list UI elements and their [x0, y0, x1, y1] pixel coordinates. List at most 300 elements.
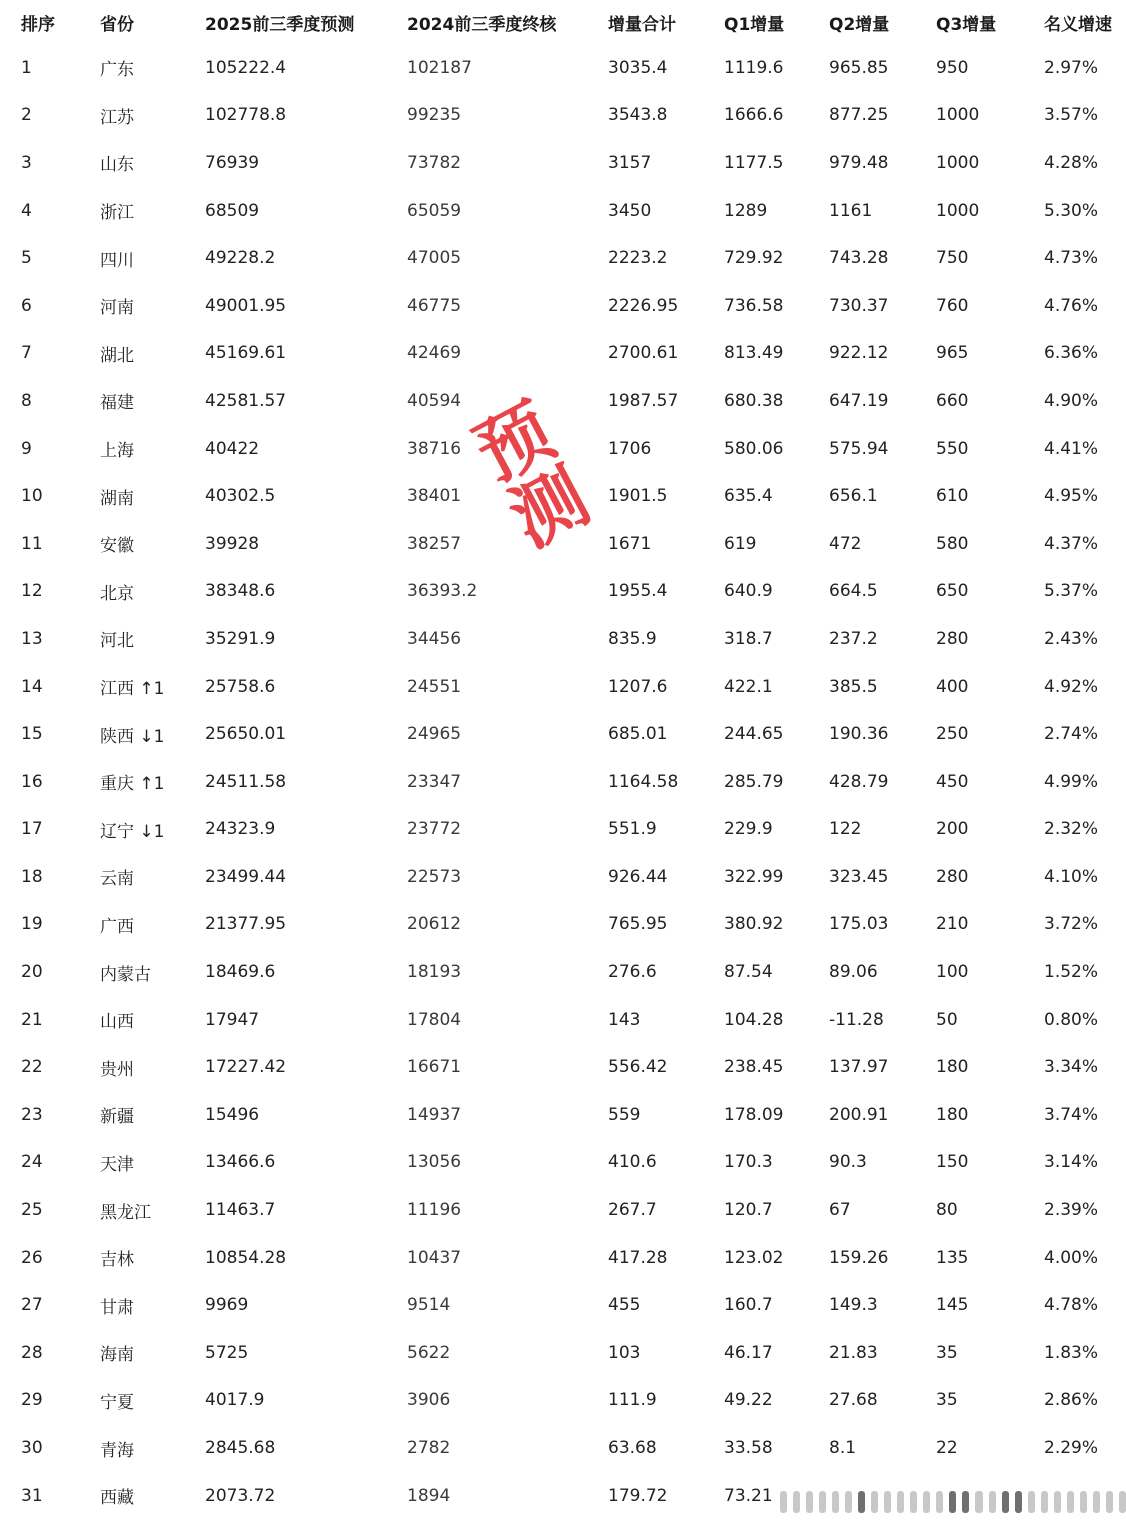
cell-total-increase: 551.9 [608, 819, 657, 840]
table-row [0, 1377, 1126, 1425]
cell-q1-increase: 238.45 [724, 1057, 784, 1078]
watermark-dot [1106, 1491, 1113, 1513]
cell-q3-increase: 35 [936, 1390, 958, 1411]
cell-q2-increase: 647.19 [829, 390, 889, 411]
cell-q1-increase: 87.54 [724, 962, 773, 983]
header-province: 省份 [100, 14, 134, 35]
cell-province: 贵州 [100, 1059, 134, 1080]
cell-q3-increase: 1000 [936, 105, 980, 126]
header-2024-final: 2024前三季度终核 [407, 14, 557, 35]
cell-nominal-growth: 3.74% [1044, 1104, 1099, 1125]
cell-total-increase: 1901.5 [608, 486, 668, 507]
cell-province: 广东 [100, 60, 134, 81]
cell-final-2024: 16671 [407, 1057, 462, 1078]
cell-rank: 27 [21, 1295, 43, 1316]
cell-rank: 7 [21, 343, 32, 364]
cell-forecast-2025: 17227.42 [205, 1057, 287, 1078]
watermark-dot [780, 1491, 787, 1513]
cell-q2-increase: 67 [829, 1200, 851, 1221]
cell-q3-increase: 610 [936, 486, 969, 507]
cell-final-2024: 3906 [407, 1390, 451, 1411]
cell-q3-increase: 750 [936, 248, 969, 269]
cell-nominal-growth: 4.41% [1044, 438, 1099, 459]
cell-nominal-growth: 4.37% [1044, 533, 1099, 554]
cell-forecast-2025: 40422 [205, 438, 260, 459]
cell-q2-increase: 237.2 [829, 628, 878, 649]
cell-q2-increase: 175.03 [829, 914, 889, 935]
table-row [0, 1281, 1126, 1329]
cell-forecast-2025: 45169.61 [205, 343, 287, 364]
cell-q3-increase: 280 [936, 866, 969, 887]
watermark-dot [793, 1491, 800, 1513]
cell-forecast-2025: 18469.6 [205, 962, 276, 983]
watermark-dot [1067, 1491, 1074, 1513]
cell-q3-increase: 950 [936, 57, 969, 78]
cell-q2-increase: 743.28 [829, 248, 889, 269]
table-row [0, 472, 1126, 520]
cell-q3-increase: 135 [936, 1247, 969, 1268]
table-row [0, 234, 1126, 282]
cell-q1-increase: 813.49 [724, 343, 784, 364]
watermark-dots [780, 1478, 1126, 1526]
table-row [0, 92, 1126, 140]
cell-q1-increase: 729.92 [724, 248, 784, 269]
cell-rank: 31 [21, 1485, 43, 1506]
cell-rank: 13 [21, 628, 43, 649]
table-row [0, 901, 1126, 949]
table-row [0, 1424, 1126, 1472]
table-header-row [0, 0, 1126, 44]
cell-total-increase: 267.7 [608, 1200, 657, 1221]
cell-q1-increase: 178.09 [724, 1104, 784, 1125]
cell-total-increase: 3543.8 [608, 105, 668, 126]
cell-rank: 1 [21, 57, 32, 78]
table-row [0, 44, 1126, 92]
cell-nominal-growth: 5.30% [1044, 200, 1099, 221]
cell-q2-increase: 122 [829, 819, 862, 840]
cell-final-2024: 23772 [407, 819, 462, 840]
watermark-dot [871, 1491, 878, 1513]
cell-nominal-growth: 2.32% [1044, 819, 1099, 840]
cell-rank: 23 [21, 1104, 43, 1125]
cell-nominal-growth: 4.73% [1044, 248, 1099, 269]
watermark-dot [1054, 1491, 1061, 1513]
cell-province: 安徽 [100, 536, 134, 557]
cell-q3-increase: 250 [936, 724, 969, 745]
cell-q1-increase: 580.06 [724, 438, 784, 459]
cell-final-2024: 73782 [407, 152, 462, 173]
cell-forecast-2025: 40302.5 [205, 486, 276, 507]
cell-q2-increase: 664.5 [829, 581, 878, 602]
cell-q2-increase: 575.94 [829, 438, 889, 459]
cell-rank: 6 [21, 295, 32, 316]
cell-rank: 26 [21, 1247, 43, 1268]
cell-province: 内蒙古 [100, 964, 151, 985]
cell-q2-increase: 323.45 [829, 866, 889, 887]
cell-nominal-growth: 6.36% [1044, 343, 1099, 364]
cell-rank: 19 [21, 914, 43, 935]
cell-total-increase: 3035.4 [608, 57, 668, 78]
cell-province: 福建 [100, 393, 134, 414]
cell-q3-increase: 280 [936, 628, 969, 649]
cell-forecast-2025: 49001.95 [205, 295, 287, 316]
cell-q1-increase: 422.1 [724, 676, 773, 697]
cell-rank: 15 [21, 724, 43, 745]
cell-final-2024: 47005 [407, 248, 462, 269]
cell-nominal-growth: 2.43% [1044, 628, 1099, 649]
cell-province: 浙江 [100, 203, 134, 224]
cell-total-increase: 417.28 [608, 1247, 668, 1268]
watermark-dot [897, 1491, 904, 1513]
cell-q3-increase: 80 [936, 1200, 958, 1221]
cell-q3-increase: 580 [936, 533, 969, 554]
cell-nominal-growth: 5.37% [1044, 581, 1099, 602]
cell-total-increase: 179.72 [608, 1485, 668, 1506]
watermark-dot [832, 1491, 839, 1513]
cell-rank: 24 [21, 1152, 43, 1173]
cell-nominal-growth: 4.10% [1044, 866, 1099, 887]
table-row [0, 139, 1126, 187]
cell-nominal-growth: 4.76% [1044, 295, 1099, 316]
cell-final-2024: 11196 [407, 1200, 462, 1221]
cell-rank: 4 [21, 200, 32, 221]
cell-total-increase: 455 [608, 1295, 641, 1316]
cell-total-increase: 2700.61 [608, 343, 679, 364]
cell-province: 西藏 [100, 1488, 134, 1509]
table-row [0, 663, 1126, 711]
cell-forecast-2025: 15496 [205, 1104, 260, 1125]
cell-total-increase: 559 [608, 1104, 641, 1125]
cell-province: 湖北 [100, 345, 134, 366]
cell-province: 宁夏 [100, 1392, 134, 1413]
cell-total-increase: 103 [608, 1342, 641, 1363]
cell-q2-increase: 89.06 [829, 962, 878, 983]
watermark-dot [1080, 1491, 1087, 1513]
cell-nominal-growth: 2.97% [1044, 57, 1099, 78]
cell-total-increase: 1671 [608, 533, 652, 554]
cell-q3-increase: 210 [936, 914, 969, 935]
watermark-dot [806, 1491, 813, 1513]
cell-province: 江西 ↑1 [100, 679, 165, 700]
cell-nominal-growth: 4.92% [1044, 676, 1099, 697]
cell-final-2024: 46775 [407, 295, 462, 316]
cell-total-increase: 1207.6 [608, 676, 668, 697]
table-row [0, 1186, 1126, 1234]
cell-total-increase: 556.42 [608, 1057, 668, 1078]
cell-q2-increase: 472 [829, 533, 862, 554]
cell-forecast-2025: 76939 [205, 152, 260, 173]
cell-province: 辽宁 ↓1 [100, 821, 165, 842]
cell-rank: 2 [21, 105, 32, 126]
cell-final-2024: 38401 [407, 486, 462, 507]
cell-nominal-growth: 1.83% [1044, 1342, 1099, 1363]
cell-q1-increase: 120.7 [724, 1200, 773, 1221]
cell-rank: 5 [21, 248, 32, 269]
cell-rank: 30 [21, 1438, 43, 1459]
cell-q1-increase: 635.4 [724, 486, 773, 507]
cell-forecast-2025: 25758.6 [205, 676, 276, 697]
table-row [0, 1091, 1126, 1139]
cell-province: 甘肃 [100, 1297, 134, 1318]
cell-forecast-2025: 2073.72 [205, 1485, 276, 1506]
watermark-dot [1028, 1491, 1035, 1513]
header-q2-increase: Q2增量 [829, 14, 890, 35]
cell-forecast-2025: 35291.9 [205, 628, 276, 649]
cell-rank: 10 [21, 486, 43, 507]
cell-forecast-2025: 24323.9 [205, 819, 276, 840]
cell-total-increase: 835.9 [608, 628, 657, 649]
cell-province: 湖南 [100, 488, 134, 509]
cell-q3-increase: 1000 [936, 200, 980, 221]
cell-forecast-2025: 49228.2 [205, 248, 276, 269]
cell-province: 陕西 ↓1 [100, 726, 165, 747]
cell-q3-increase: 450 [936, 771, 969, 792]
cell-q1-increase: 736.58 [724, 295, 784, 316]
cell-forecast-2025: 13466.6 [205, 1152, 276, 1173]
header-q3-increase: Q3增量 [936, 14, 997, 35]
cell-province: 广西 [100, 916, 134, 937]
cell-forecast-2025: 38348.6 [205, 581, 276, 602]
cell-q1-increase: 1177.5 [724, 152, 784, 173]
cell-final-2024: 99235 [407, 105, 462, 126]
forecast-watermark: 预测 [462, 387, 603, 564]
table-row [0, 948, 1126, 996]
watermark-dot [989, 1491, 996, 1513]
cell-forecast-2025: 9969 [205, 1295, 249, 1316]
table-body [0, 44, 1126, 1519]
watermark-dot [949, 1491, 956, 1513]
cell-forecast-2025: 11463.7 [205, 1200, 276, 1221]
cell-forecast-2025: 68509 [205, 200, 260, 221]
cell-q3-increase: 660 [936, 390, 969, 411]
cell-province: 海南 [100, 1345, 134, 1366]
cell-province: 河南 [100, 298, 134, 319]
cell-q1-increase: 1666.6 [724, 105, 784, 126]
cell-final-2024: 14937 [407, 1104, 462, 1125]
cell-q3-increase: 22 [936, 1438, 958, 1459]
cell-final-2024: 9514 [407, 1295, 451, 1316]
cell-rank: 18 [21, 866, 43, 887]
cell-forecast-2025: 17947 [205, 1009, 260, 1030]
table-row [0, 377, 1126, 425]
cell-q3-increase: 965 [936, 343, 969, 364]
watermark-dot [1015, 1491, 1022, 1513]
cell-nominal-growth: 3.14% [1044, 1152, 1099, 1173]
table-row [0, 187, 1126, 235]
cell-q1-increase: 49.22 [724, 1390, 773, 1411]
cell-province: 四川 [100, 250, 134, 271]
cell-final-2024: 5622 [407, 1342, 451, 1363]
cell-final-2024: 34456 [407, 628, 462, 649]
cell-q3-increase: 650 [936, 581, 969, 602]
cell-rank: 28 [21, 1342, 43, 1363]
table-row [0, 520, 1126, 568]
cell-nominal-growth: 0.80% [1044, 1009, 1099, 1030]
cell-total-increase: 1706 [608, 438, 652, 459]
cell-final-2024: 42469 [407, 343, 462, 364]
watermark-dot [1093, 1491, 1100, 1513]
cell-q2-increase: 200.91 [829, 1104, 889, 1125]
cell-q3-increase: 180 [936, 1057, 969, 1078]
table-row [0, 282, 1126, 330]
cell-total-increase: 926.44 [608, 866, 668, 887]
watermark-dot [845, 1491, 852, 1513]
cell-total-increase: 3157 [608, 152, 652, 173]
cell-q1-increase: 640.9 [724, 581, 773, 602]
cell-nominal-growth: 4.99% [1044, 771, 1099, 792]
cell-province: 吉林 [100, 1250, 134, 1271]
table-row [0, 615, 1126, 663]
cell-final-2024: 40594 [407, 390, 462, 411]
watermark-dot [910, 1491, 917, 1513]
cell-province: 北京 [100, 583, 134, 604]
watermark-dot [858, 1491, 865, 1513]
table-row [0, 853, 1126, 901]
cell-forecast-2025: 5725 [205, 1342, 249, 1363]
cell-q1-increase: 229.9 [724, 819, 773, 840]
cell-total-increase: 2226.95 [608, 295, 679, 316]
cell-rank: 22 [21, 1057, 43, 1078]
cell-final-2024: 24551 [407, 676, 462, 697]
cell-forecast-2025: 25650.01 [205, 724, 287, 745]
table-row [0, 568, 1126, 616]
cell-q3-increase: 35 [936, 1342, 958, 1363]
table-row [0, 806, 1126, 854]
cell-total-increase: 765.95 [608, 914, 668, 935]
cell-q2-increase: 979.48 [829, 152, 889, 173]
cell-q1-increase: 123.02 [724, 1247, 784, 1268]
watermark-dot [975, 1491, 982, 1513]
watermark-dot [923, 1491, 930, 1513]
watermark-dot [1119, 1491, 1126, 1513]
cell-q2-increase: 730.37 [829, 295, 889, 316]
header-rank: 排序 [21, 14, 55, 35]
cell-total-increase: 111.9 [608, 1390, 657, 1411]
watermark-dot [1041, 1491, 1048, 1513]
cell-q1-increase: 285.79 [724, 771, 784, 792]
table-row [0, 758, 1126, 806]
cell-q2-increase: 149.3 [829, 1295, 878, 1316]
cell-province: 重庆 ↑1 [100, 774, 165, 795]
cell-q3-increase: 100 [936, 962, 969, 983]
cell-nominal-growth: 4.00% [1044, 1247, 1099, 1268]
cell-forecast-2025: 24511.58 [205, 771, 287, 792]
cell-total-increase: 276.6 [608, 962, 657, 983]
cell-nominal-growth: 2.86% [1044, 1390, 1099, 1411]
cell-q2-increase: 922.12 [829, 343, 889, 364]
cell-q2-increase: -11.28 [829, 1009, 884, 1030]
cell-total-increase: 63.68 [608, 1438, 657, 1459]
cell-nominal-growth: 2.29% [1044, 1438, 1099, 1459]
cell-q1-increase: 73.21 [724, 1485, 773, 1506]
watermark-dot [884, 1491, 891, 1513]
cell-final-2024: 2782 [407, 1438, 451, 1459]
cell-forecast-2025: 105222.4 [205, 57, 287, 78]
watermark-dot [962, 1491, 969, 1513]
cell-q2-increase: 90.3 [829, 1152, 867, 1173]
cell-final-2024: 36393.2 [407, 581, 478, 602]
cell-q2-increase: 1161 [829, 200, 873, 221]
cell-province: 新疆 [100, 1107, 134, 1128]
cell-province: 天津 [100, 1154, 134, 1175]
cell-q1-increase: 380.92 [724, 914, 784, 935]
cell-nominal-growth: 4.90% [1044, 390, 1099, 411]
cell-forecast-2025: 21377.95 [205, 914, 287, 935]
cell-final-2024: 38257 [407, 533, 462, 554]
cell-province: 山东 [100, 155, 134, 176]
cell-nominal-growth: 3.34% [1044, 1057, 1099, 1078]
cell-q3-increase: 180 [936, 1104, 969, 1125]
cell-q1-increase: 46.17 [724, 1342, 773, 1363]
cell-province: 上海 [100, 441, 134, 462]
cell-q1-increase: 1119.6 [724, 57, 784, 78]
table-row [0, 1139, 1126, 1187]
cell-final-2024: 38716 [407, 438, 462, 459]
cell-q1-increase: 104.28 [724, 1009, 784, 1030]
watermark-dot [819, 1491, 826, 1513]
cell-final-2024: 13056 [407, 1152, 462, 1173]
cell-nominal-growth: 3.57% [1044, 105, 1099, 126]
cell-q1-increase: 170.3 [724, 1152, 773, 1173]
cell-rank: 21 [21, 1009, 43, 1030]
table-row [0, 710, 1126, 758]
cell-q2-increase: 27.68 [829, 1390, 878, 1411]
table-row [0, 996, 1126, 1044]
watermark-dot [1002, 1491, 1009, 1513]
cell-q3-increase: 1000 [936, 152, 980, 173]
table-row [0, 425, 1126, 473]
cell-final-2024: 10437 [407, 1247, 462, 1268]
cell-rank: 20 [21, 962, 43, 983]
cell-q1-increase: 322.99 [724, 866, 784, 887]
cell-total-increase: 685.01 [608, 724, 668, 745]
cell-final-2024: 1894 [407, 1485, 451, 1506]
cell-q1-increase: 619 [724, 533, 757, 554]
cell-q2-increase: 385.5 [829, 676, 878, 697]
cell-rank: 14 [21, 676, 43, 697]
cell-q1-increase: 160.7 [724, 1295, 773, 1316]
cell-forecast-2025: 4017.9 [205, 1390, 265, 1411]
cell-q2-increase: 656.1 [829, 486, 878, 507]
cell-total-increase: 410.6 [608, 1152, 657, 1173]
cell-q1-increase: 1289 [724, 200, 768, 221]
cell-q3-increase: 200 [936, 819, 969, 840]
table-row [0, 330, 1126, 378]
cell-rank: 12 [21, 581, 43, 602]
cell-final-2024: 18193 [407, 962, 462, 983]
cell-forecast-2025: 39928 [205, 533, 260, 554]
cell-final-2024: 24965 [407, 724, 462, 745]
cell-q1-increase: 244.65 [724, 724, 784, 745]
cell-q2-increase: 159.26 [829, 1247, 889, 1268]
cell-total-increase: 3450 [608, 200, 652, 221]
table-row [0, 1329, 1126, 1377]
cell-forecast-2025: 10854.28 [205, 1247, 287, 1268]
cell-forecast-2025: 102778.8 [205, 105, 287, 126]
cell-total-increase: 1955.4 [608, 581, 668, 602]
cell-q1-increase: 33.58 [724, 1438, 773, 1459]
cell-province: 青海 [100, 1440, 134, 1461]
cell-q2-increase: 877.25 [829, 105, 889, 126]
cell-province: 云南 [100, 869, 134, 890]
cell-q3-increase: 760 [936, 295, 969, 316]
cell-q1-increase: 680.38 [724, 390, 784, 411]
cell-rank: 11 [21, 533, 43, 554]
cell-final-2024: 17804 [407, 1009, 462, 1030]
cell-forecast-2025: 42581.57 [205, 390, 287, 411]
cell-q2-increase: 8.1 [829, 1438, 857, 1459]
cell-province: 黑龙江 [100, 1202, 151, 1223]
